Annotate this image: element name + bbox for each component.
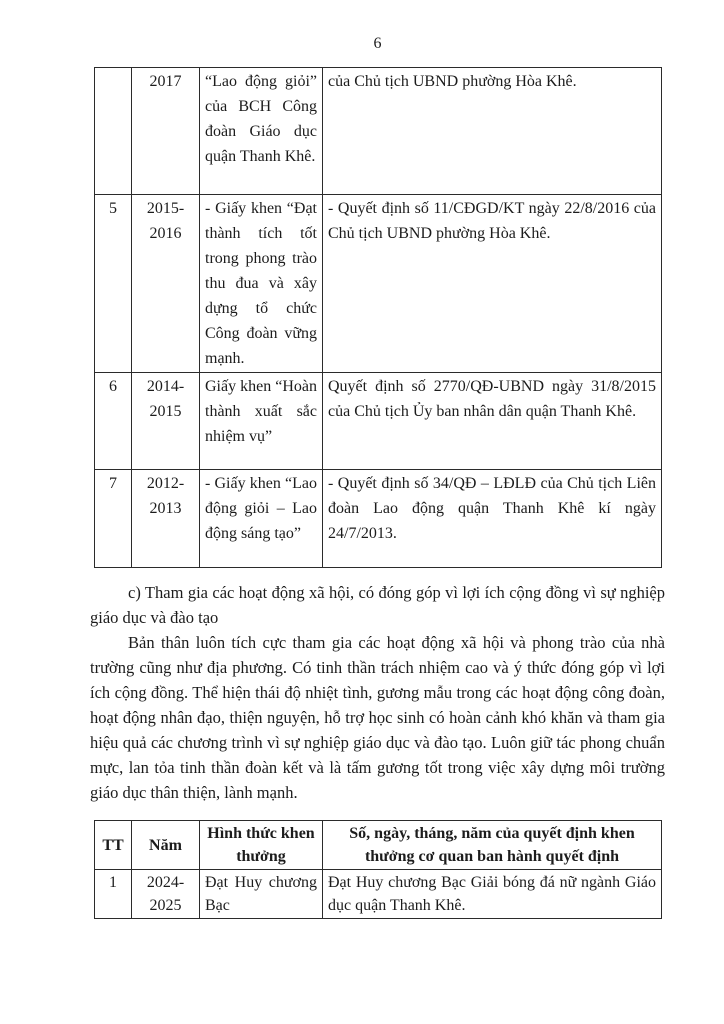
year-cell: 2024-2025: [132, 870, 200, 919]
decision-cell: của Chủ tịch UBND phường Hòa Khê.: [323, 68, 662, 195]
form-cell: - Giấy khen “Lao động giỏi – Lao động sáng tạo”: [200, 470, 323, 568]
header-form: Hình thức khen thưởng: [200, 821, 323, 870]
form-cell: Đạt Huy chương Bạc: [200, 870, 323, 919]
page-number: 6: [373, 35, 382, 52]
year-cell: 2014-2015: [132, 373, 200, 470]
table-header-row: [95, 821, 662, 870]
tt-cell: [95, 68, 132, 195]
form-cell: Giấy khen “Hoàn thành xuất sắc nhiệm vụ”: [200, 373, 323, 470]
table-row: [95, 470, 662, 568]
table-row: [95, 373, 662, 470]
header-tt: TT: [95, 821, 132, 870]
decision-cell: - Quyết định số 34/QĐ – LĐLĐ của Chủ tịch Liên đoàn Lao động quận Thanh Khê kí ngày 24/7/2013.: [323, 470, 662, 568]
decision-cell: Đạt Huy chương Bạc Giải bóng đá nữ ngành Giáo dục quận Thanh Khê.: [323, 870, 662, 919]
year-cell: 2012-2013: [132, 470, 200, 568]
year-cell: 2015-2016: [132, 195, 200, 373]
tt-cell: 7: [95, 470, 132, 568]
decision-cell: Quyết định số 2770/QĐ-UBND ngày 31/8/2015 của Chủ tịch Ủy ban nhân dân quận Thanh Khê.: [323, 373, 662, 470]
form-cell: - Giấy khen “Đạt thành tích tốt trong phong trào thu đua và xây dựng tổ chức Công đoàn vững mạnh.: [200, 195, 323, 373]
table-row: [95, 68, 662, 195]
header-decision: Số, ngày, tháng, năm của quyết định khen thưởng cơ quan ban hành quyết định: [323, 821, 662, 870]
decision-cell: - Quyết định số 11/CĐGD/KT ngày 22/8/2016 của Chủ tịch UBND phường Hòa Khê.: [323, 195, 662, 373]
awards-table-continued: [94, 67, 662, 568]
section-c-heading: c) Tham gia các hoạt động xã hội, có đóng góp vì lợi ích cộng đồng vì sự nghiệp giáo dục và đào tạo: [90, 583, 665, 627]
body-paragraph: Bản thân luôn tích cực tham gia các hoạt động xã hội và phong trào của nhà trường cũng như địa phương. Có tinh thần trách nhiệm cao và ý thức đóng góp vì lợi ích cộng đồng. Thể hiện thái độ nhiệt tình, gương mẫu trong các hoạt động công đoàn, hoạt động nhân đạo, thiện nguyện, hỗ trợ học sinh có hoàn cảnh khó khăn và tham gia hiệu quả các chương trình vì sự nghiệp giáo dục và đào tạo. Luôn giữ tác phong chuẩn mực, lan tỏa tinh thần đoàn kết và là tấm gương tốt trong việc xây dựng môi trường giáo dục thân thiện, lành mạnh.: [90, 633, 665, 802]
tt-cell: 6: [95, 373, 132, 470]
form-cell: “Lao động giỏi” của BCH Công đoàn Giáo dục quận Thanh Khê.: [200, 68, 323, 195]
tt-cell: 1: [95, 870, 132, 919]
header-year: Năm: [132, 821, 200, 870]
table-row: [95, 195, 662, 373]
year-cell: 2017: [132, 68, 200, 195]
tt-cell: 5: [95, 195, 132, 373]
awards-table-2: [94, 820, 662, 919]
table-row: [95, 870, 662, 919]
